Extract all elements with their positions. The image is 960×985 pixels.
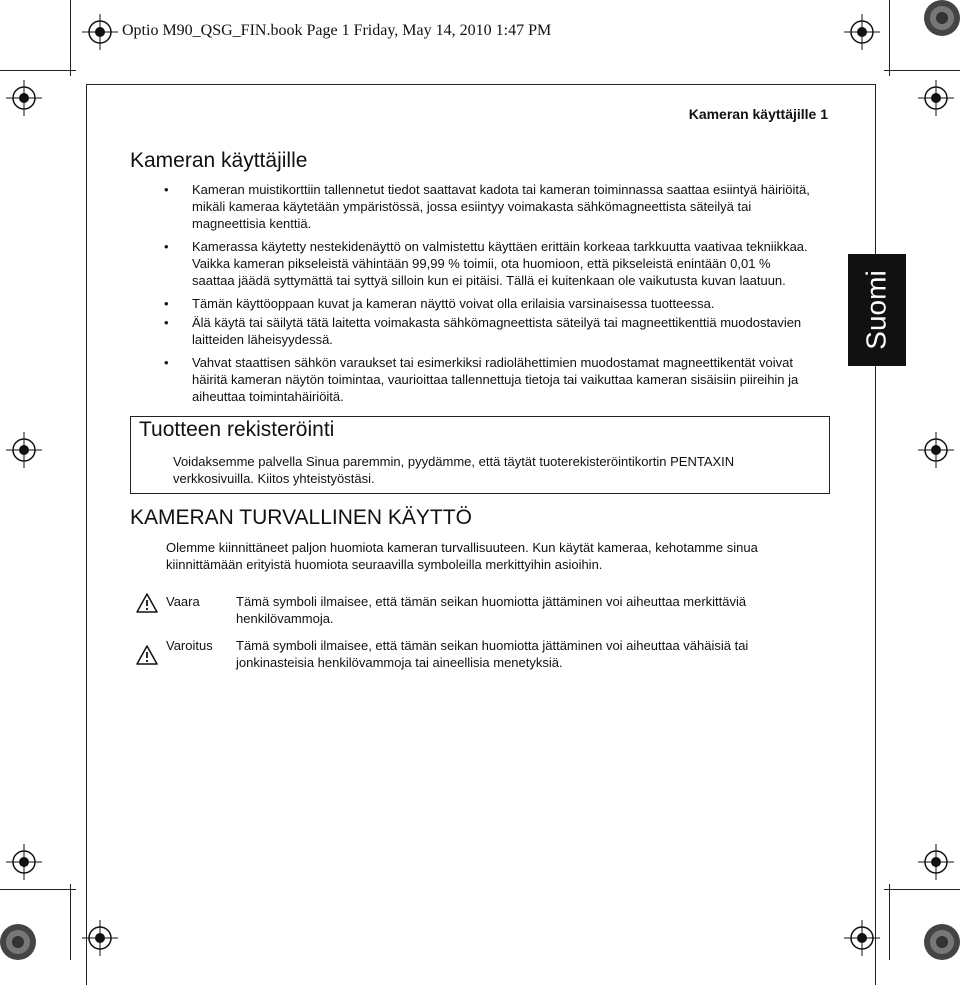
color-wheel-icon xyxy=(0,924,36,960)
list-item-text: Kamerassa käytetty nestekidenäyttö on valmistettu käyttäen erittäin korkeaa tarkkuutta vaativaa tekniikkaa. Vaikka kameran pikseleistä vähintään 99,99 % toimii, ota huomioon, että pikseleistä enintään 0,01 % saattaa jäädä syttymättä tai syttyä silloin kun ei pitäisi. Tällä ei kuitenkaan ole vaikutusta kuvan laatuun. xyxy=(192,239,808,288)
bullet-icon: • xyxy=(164,355,169,370)
bullet-icon: • xyxy=(164,315,169,330)
list-item xyxy=(162,238,812,289)
registration-mark-icon xyxy=(6,80,42,116)
crop-mark-line xyxy=(884,70,960,71)
crop-mark-line xyxy=(0,70,76,71)
safety-intro: Olemme kiinnittäneet paljon huomiota kameran turvallisuuteen. Kun käytät kameraa, kehotamme sinua kiinnittämään erityistä huomiota seuraavilla symboleilla merkittyihin asioihin. xyxy=(166,540,758,572)
bullet-icon: • xyxy=(164,239,169,254)
list-item-text: Vahvat staattisen sähkön varaukset tai esimerkiksi radiolähettimien muodostamat magneettikentät voivat häiritä kameran näytön toimintaa, vaurioittaa tallennettuja tietoja tai vaikuttaa kameran sisäisiin piireihin ja aiheuttaa toimintahäiriöitä. xyxy=(192,355,799,404)
list-item-text: Kameran muistikorttiin tallennetut tiedot saattavat kadota tai kameran toiminnassa saattaa esiintyä häiriöitä, mikäli kameraa käytetään ympäristössä, jossa esiintyy voimakasta sähkömagneettista säteilyä tai magneettisia kenttiä. xyxy=(192,182,810,231)
language-tab xyxy=(848,254,906,366)
registration-mark-icon xyxy=(918,80,954,116)
list-item-text: Tämän käyttöoppaan kuvat ja kameran näyttö voivat olla erilaisia varsinaisessa tuotteessa. xyxy=(192,296,715,311)
section-title: Kameran käyttäjille xyxy=(130,149,308,172)
list-item xyxy=(162,314,812,348)
warning-triangle-icon xyxy=(136,593,158,613)
crop-mark-line xyxy=(889,0,890,76)
warning-triangle-icon xyxy=(136,645,158,665)
section-title: Tuotteen rekisteröinti xyxy=(139,418,335,441)
crop-mark-line xyxy=(70,0,71,76)
color-wheel-icon xyxy=(924,0,960,36)
bullet-icon: • xyxy=(164,182,169,197)
list-item xyxy=(162,354,812,405)
registration-text: Voidaksemme palvella Sinua paremmin, pyydämme, että täytät tuoterekisteröintikortin PENTAXIN verkkosivuilla. Kiitos yhteistyöstäsi. xyxy=(173,454,735,486)
list-item xyxy=(162,295,812,312)
bullet-list xyxy=(162,181,812,411)
registration-box xyxy=(130,416,830,494)
book-header: Optio M90_QSG_FIN.book Page 1 Friday, May 14, 2010 1:47 PM xyxy=(122,22,552,39)
registration-mark-icon xyxy=(918,432,954,468)
list-item-text: Älä käytä tai säilytä tätä laitetta voimakasta sähkömagneettista säteilyä tai magneettikenttiä muodostavien laitteiden läheisyydessä. xyxy=(192,315,802,347)
crop-mark-line xyxy=(889,884,890,960)
warning-description: Tämä symboli ilmaisee, että tämän seikan huomiotta jättäminen voi aiheuttaa vähäisiä tai jonkinasteisia henkilövammoja tai aineellisia menetyksiä. xyxy=(236,638,749,670)
registration-mark-icon xyxy=(6,432,42,468)
color-wheel-icon xyxy=(924,924,960,960)
warning-label: Vaara xyxy=(166,594,200,609)
warning-description: Tämä symboli ilmaisee, että tämän seikan huomiotta jättäminen voi aiheuttaa merkittäviä henkilövammoja. xyxy=(236,594,747,626)
crop-mark-line xyxy=(0,889,76,890)
registration-mark-icon xyxy=(82,14,118,50)
registration-mark-icon xyxy=(918,844,954,880)
bullet-icon: • xyxy=(164,296,169,311)
language-tab-label: Suomi xyxy=(861,270,892,350)
running-head: Kameran käyttäjille 1 xyxy=(688,106,828,122)
registration-mark-icon xyxy=(6,844,42,880)
crop-mark-line xyxy=(884,889,960,890)
list-item xyxy=(162,181,812,232)
warning-label: Varoitus xyxy=(166,638,213,653)
registration-mark-icon xyxy=(844,14,880,50)
crop-mark-line xyxy=(70,884,71,960)
section-title: KAMERAN TURVALLINEN KÄYTTÖ xyxy=(130,506,472,529)
